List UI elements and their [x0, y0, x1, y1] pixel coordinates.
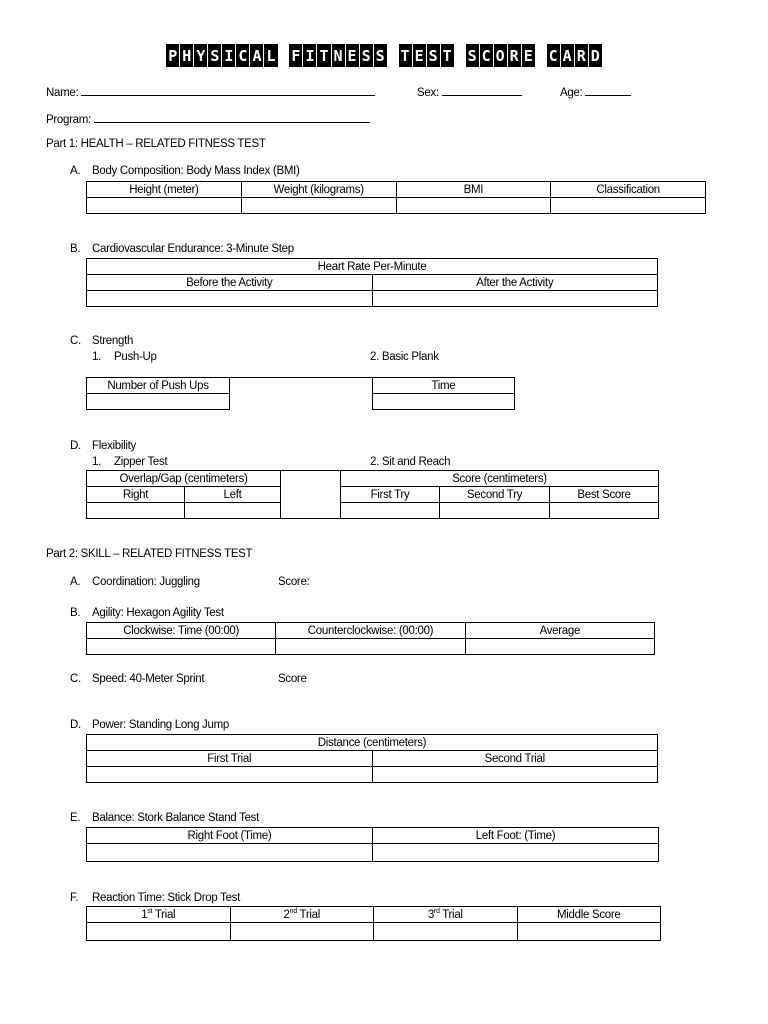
agility-col-header: Clockwise: Time (00:00) — [87, 623, 276, 639]
zipper-cell[interactable] — [87, 503, 185, 519]
title-word — [398, 44, 454, 67]
reach-col-header: Best Score — [550, 487, 659, 503]
title-letter: S — [466, 44, 479, 67]
cardio-cell[interactable] — [372, 291, 658, 307]
pushup-cell[interactable] — [87, 394, 230, 410]
zipper-label: Zipper Test — [114, 456, 168, 468]
title-letter: A — [561, 44, 574, 67]
part1-heading: Part 1: HEALTH – RELATED FITNESS TEST — [46, 138, 266, 150]
trial-word: Trial — [442, 908, 463, 921]
bmi-table — [86, 181, 706, 214]
part2-b-title: Agility: Hexagon Agility Test — [92, 607, 224, 619]
reaction-col-header — [230, 907, 374, 923]
sprint-score-label: Score — [278, 673, 307, 685]
plank-table — [230, 377, 515, 410]
bmi-cell[interactable] — [241, 198, 396, 214]
balance-col-header: Right Foot (Time) — [87, 828, 373, 844]
bmi-col-header: BMI — [396, 182, 551, 198]
title-letter: L — [264, 44, 277, 67]
part2-b-letter: B. — [70, 607, 81, 619]
title-letter: E — [522, 44, 535, 67]
title-letter: S — [374, 44, 387, 67]
power-group-header: Distance (centimeters) — [87, 735, 658, 751]
agility-cell[interactable] — [276, 639, 465, 655]
reach-cell[interactable] — [341, 503, 440, 519]
part1-c-letter: C. — [70, 335, 81, 347]
title-letter: F — [289, 44, 302, 67]
part1-c-title: Strength — [92, 335, 134, 347]
trial-ordinal: st — [147, 907, 153, 915]
flex-divider — [281, 471, 341, 519]
title-letter: C — [236, 44, 249, 67]
part2-e-letter: E. — [70, 812, 81, 824]
title-letter: I — [222, 44, 235, 67]
part1-a-letter: A. — [70, 165, 81, 177]
age-label: Age: — [560, 87, 583, 99]
title-letter: Y — [194, 44, 207, 67]
balance-col-header: Left Foot: (Time) — [373, 828, 659, 844]
trial-number: 3 — [427, 908, 434, 921]
balance-cell[interactable] — [373, 844, 659, 862]
part2-a-title: Coordination: Juggling — [92, 576, 200, 588]
cardio-cell[interactable] — [87, 291, 373, 307]
agility-cell[interactable] — [465, 639, 654, 655]
plank-label: 2. Basic Plank — [370, 351, 439, 363]
title-letter: S — [208, 44, 221, 67]
part2-d-letter: D. — [70, 719, 81, 731]
part2-f-title: Reaction Time: Stick Drop Test — [92, 892, 241, 904]
reach-label: 2. Sit and Reach — [370, 456, 451, 468]
cardio-col-header: Before the Activity — [87, 275, 373, 291]
reach-cell[interactable] — [550, 503, 659, 519]
sex-field[interactable] — [417, 84, 522, 99]
reach-cell[interactable] — [440, 503, 550, 519]
part1-a-title: Body Composition: Body Mass Index (BMI) — [92, 165, 300, 177]
zipper-col-header: Right — [87, 487, 185, 503]
title-letter: T — [317, 44, 330, 67]
title-word — [465, 44, 535, 67]
agility-table — [86, 622, 655, 655]
plank-spacer — [230, 394, 372, 410]
bmi-cell[interactable] — [396, 198, 551, 214]
program-blank[interactable] — [94, 111, 370, 123]
title-letter: N — [332, 44, 345, 67]
power-col-header: Second Trial — [372, 751, 658, 767]
reaction-cell[interactable] — [374, 923, 518, 941]
title-letter: S — [427, 44, 440, 67]
pushup-table — [86, 377, 230, 410]
reach-col-header: First Try — [341, 487, 440, 503]
plank-col-header: Time — [372, 378, 514, 394]
reaction-col-header: Middle Score — [517, 907, 661, 923]
sex-label: Sex: — [417, 87, 439, 99]
reaction-col-header — [87, 907, 231, 923]
cardio-table — [86, 258, 658, 307]
reach-col-header: Second Try — [440, 487, 550, 503]
juggling-score-label: Score: — [278, 576, 310, 588]
part2-heading: Part 2: SKILL – RELATED FITNESS TEST — [46, 548, 253, 560]
balance-cell[interactable] — [87, 844, 373, 862]
part2-a-letter: A. — [70, 576, 81, 588]
bmi-col-header: Height (meter) — [87, 182, 242, 198]
balance-table — [86, 827, 659, 862]
title-letter: S — [360, 44, 373, 67]
title-word — [289, 44, 387, 67]
title-letter: E — [346, 44, 359, 67]
bmi-col-header: Weight (kilograms) — [241, 182, 396, 198]
agility-cell[interactable] — [87, 639, 276, 655]
bmi-col-header: Classification — [551, 182, 706, 198]
part1-d-letter: D. — [70, 440, 81, 452]
title-letter: O — [494, 44, 507, 67]
page-title — [0, 44, 768, 67]
title-letter: E — [413, 44, 426, 67]
title-letter: P — [166, 44, 179, 67]
agility-col-header: Average — [465, 623, 654, 639]
plank-spacer — [230, 378, 372, 394]
part2-f-letter: F. — [70, 892, 79, 904]
pushup-label: Push-Up — [114, 351, 157, 363]
power-cell[interactable] — [87, 767, 373, 783]
title-letter: C — [547, 44, 560, 67]
power-table — [86, 734, 658, 783]
trial-word: Trial — [299, 908, 320, 921]
title-letter: I — [303, 44, 316, 67]
reaction-col-header — [374, 907, 518, 923]
trial-ordinal: nd — [289, 907, 297, 915]
title-letter: T — [441, 44, 454, 67]
program-field[interactable] — [46, 111, 370, 126]
title-letter: H — [180, 44, 193, 67]
title-letter: C — [480, 44, 493, 67]
sex-blank[interactable] — [442, 84, 522, 96]
name-label: Name: — [46, 87, 79, 99]
age-field[interactable] — [560, 84, 631, 99]
reaction-cell[interactable] — [517, 923, 661, 941]
cardio-col-header: After the Activity — [372, 275, 658, 291]
title-word — [546, 44, 602, 67]
flexibility-table — [86, 470, 659, 519]
trial-word: Trial — [154, 908, 176, 921]
plank-cell[interactable] — [372, 394, 514, 410]
part2-c-letter: C. — [70, 673, 81, 685]
reach-group-header: Score (centimeters) — [341, 471, 659, 487]
part1-b-letter: B. — [70, 243, 81, 255]
trial-ordinal: rd — [433, 907, 440, 915]
agility-col-header: Counterclockwise: (00:00) — [276, 623, 465, 639]
zipper-group-header: Overlap/Gap (centimeters) — [87, 471, 281, 487]
title-letter: A — [250, 44, 263, 67]
part2-d-title: Power: Standing Long Jump — [92, 719, 229, 731]
title-letter: R — [508, 44, 521, 67]
trial-number: 1 — [141, 908, 148, 921]
reaction-cell[interactable] — [87, 923, 231, 941]
part1-d-title: Flexibility — [92, 440, 136, 452]
power-cell[interactable] — [372, 767, 658, 783]
bmi-cell[interactable] — [87, 198, 242, 214]
age-blank[interactable] — [585, 84, 631, 96]
part1-b-title: Cardiovascular Endurance: 3-Minute Step — [92, 243, 294, 255]
part2-e-title: Balance: Stork Balance Stand Test — [92, 812, 259, 824]
part2-c-title: Speed: 40-Meter Sprint — [92, 673, 205, 685]
trial-number: 2 — [283, 908, 290, 921]
bmi-cell[interactable] — [551, 198, 706, 214]
title-letter: D — [589, 44, 602, 67]
zipper-num: 1. — [92, 456, 101, 468]
power-col-header: First Trial — [87, 751, 373, 767]
pushup-col-header: Number of Push Ups — [87, 378, 230, 394]
reaction-cell[interactable] — [230, 923, 374, 941]
title-letter: R — [575, 44, 588, 67]
title-letter: T — [399, 44, 412, 67]
reaction-table — [86, 906, 661, 941]
cardio-group-header: Heart Rate Per-Minute — [87, 259, 658, 275]
program-label: Program: — [46, 114, 91, 126]
name-field[interactable] — [46, 84, 375, 99]
zipper-col-header: Left — [185, 487, 281, 503]
pushup-num: 1. — [92, 351, 101, 363]
name-blank[interactable] — [81, 84, 375, 96]
zipper-cell[interactable] — [185, 503, 281, 519]
title-word — [166, 44, 278, 67]
